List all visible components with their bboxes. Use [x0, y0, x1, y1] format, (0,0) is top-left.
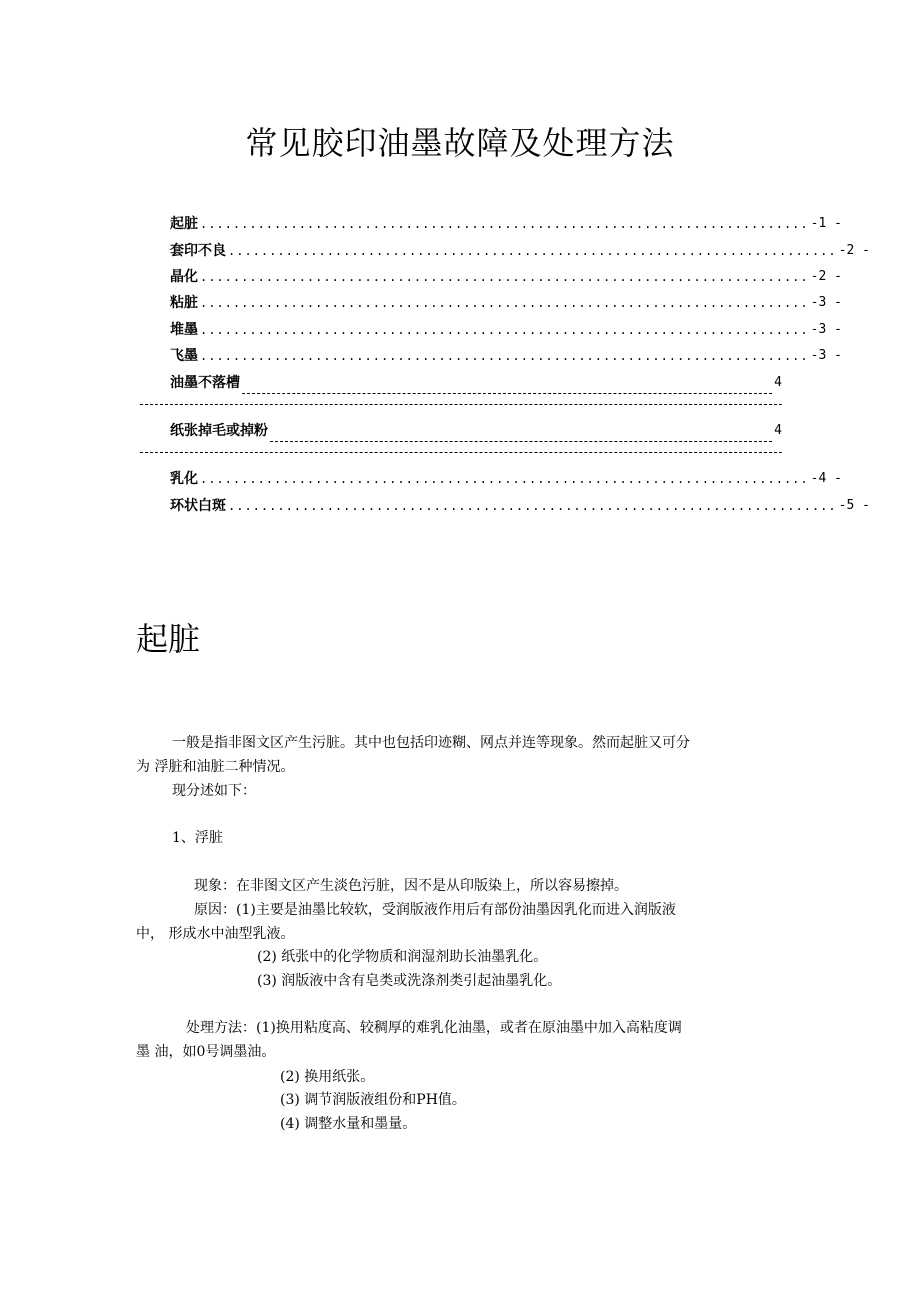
toc-leader-dots: .......................................................................... — [228, 244, 837, 258]
toc-entry[interactable] — [170, 240, 870, 262]
cause-text: 原因：(1)主要是油墨比较软，受润版液作用后有部份油墨因乳化而进入润版液 — [194, 902, 676, 918]
toc-entry-page: -5 - — [838, 498, 870, 513]
toc-leader-dashes — [270, 441, 772, 442]
method-item: (2) 换用纸张。 — [280, 1069, 375, 1085]
toc-leader-dots: .......................................................................... — [200, 349, 809, 363]
toc-entry-page: 4 — [774, 375, 782, 390]
toc-entry-label: 套印不良 — [170, 243, 226, 259]
paragraph-line: 一般是指非图文区产生污脏。其中也包括印迹糊、网点并连等现象。然而起脏又可分 — [172, 735, 690, 751]
toc-entry-page: -3 - — [810, 348, 842, 363]
method-text: 处理方法：(1)换用粘度高、较稠厚的难乳化油墨，或者在原油墨中加入高粘度调 — [186, 1020, 682, 1036]
toc-entry[interactable] — [170, 345, 842, 367]
toc-leader-dots: .......................................................................... — [200, 217, 809, 231]
toc-entry-label: 纸张掉毛或掉粉 — [170, 423, 268, 439]
table-of-contents — [0, 0, 920, 560]
toc-entry-label: 环状白斑 — [170, 498, 226, 514]
toc-entry-label: 晶化 — [170, 269, 198, 285]
toc-leader-dashes — [242, 393, 772, 394]
method-text: 墨 油，如0号调墨油。 — [136, 1044, 276, 1060]
toc-wrap-dashes — [140, 400, 782, 410]
toc-entry-label: 飞墨 — [170, 348, 198, 364]
toc-entry-label: 起脏 — [170, 216, 198, 232]
toc-entry-page: -3 - — [810, 295, 842, 310]
cause-text: 中， 形成水中油型乳液。 — [136, 926, 295, 942]
toc-entry[interactable] — [170, 292, 842, 314]
toc-entry-page: -3 - — [810, 322, 842, 337]
cause-item: (3) 润版液中含有皂类或洗涤剂类引起油墨乳化。 — [257, 973, 562, 989]
subsection-title: 1、浮脏 — [172, 830, 223, 846]
toc-entry-label: 堆墨 — [170, 322, 198, 338]
toc-entry-page: -4 - — [810, 471, 842, 486]
toc-entry[interactable] — [170, 213, 842, 235]
toc-entry-label: 油墨不落槽 — [170, 375, 240, 391]
toc-wrap-dashes — [140, 448, 782, 458]
toc-entry-page: -2 - — [810, 269, 842, 284]
paragraph-line: 为 浮脏和油脏二种情况。 — [136, 759, 295, 775]
paragraph-line: 现分述如下： — [172, 783, 256, 799]
document-title: 常见胶印油墨故障及处理方法 — [245, 124, 675, 162]
toc-entry[interactable] — [170, 319, 842, 341]
cause-item: (2) 纸张中的化学物质和润湿剂助长油墨乳化。 — [257, 949, 548, 965]
toc-entry-page: -2 - — [838, 243, 870, 258]
method-item: (4) 调整水量和墨量。 — [280, 1116, 417, 1132]
toc-entry-label: 乳化 — [170, 471, 198, 487]
toc-leader-dots: .......................................................................... — [228, 499, 837, 513]
toc-leader-dots: .......................................................................... — [200, 472, 809, 486]
toc-entry-page: -1 - — [810, 216, 842, 231]
toc-entry[interactable] — [170, 266, 842, 288]
toc-entry-page: 4 — [774, 423, 782, 438]
phenomenon-text: 现象：在非图文区产生淡色污脏，因不是从印版染上，所以容易擦掉。 — [194, 878, 628, 894]
section-heading: 起脏 — [136, 620, 201, 658]
toc-entry-label: 粘脏 — [170, 295, 198, 311]
toc-entry[interactable] — [170, 468, 842, 490]
toc-entry[interactable] — [170, 495, 870, 517]
method-item: (3) 调节润版液组份和PH值。 — [280, 1092, 466, 1108]
toc-entry[interactable] — [170, 372, 782, 394]
toc-leader-dots: .......................................................................... — [200, 323, 809, 337]
toc-entry[interactable] — [170, 420, 782, 442]
toc-leader-dots: .......................................................................... — [200, 270, 809, 284]
toc-leader-dots: .......................................................................... — [200, 296, 809, 310]
